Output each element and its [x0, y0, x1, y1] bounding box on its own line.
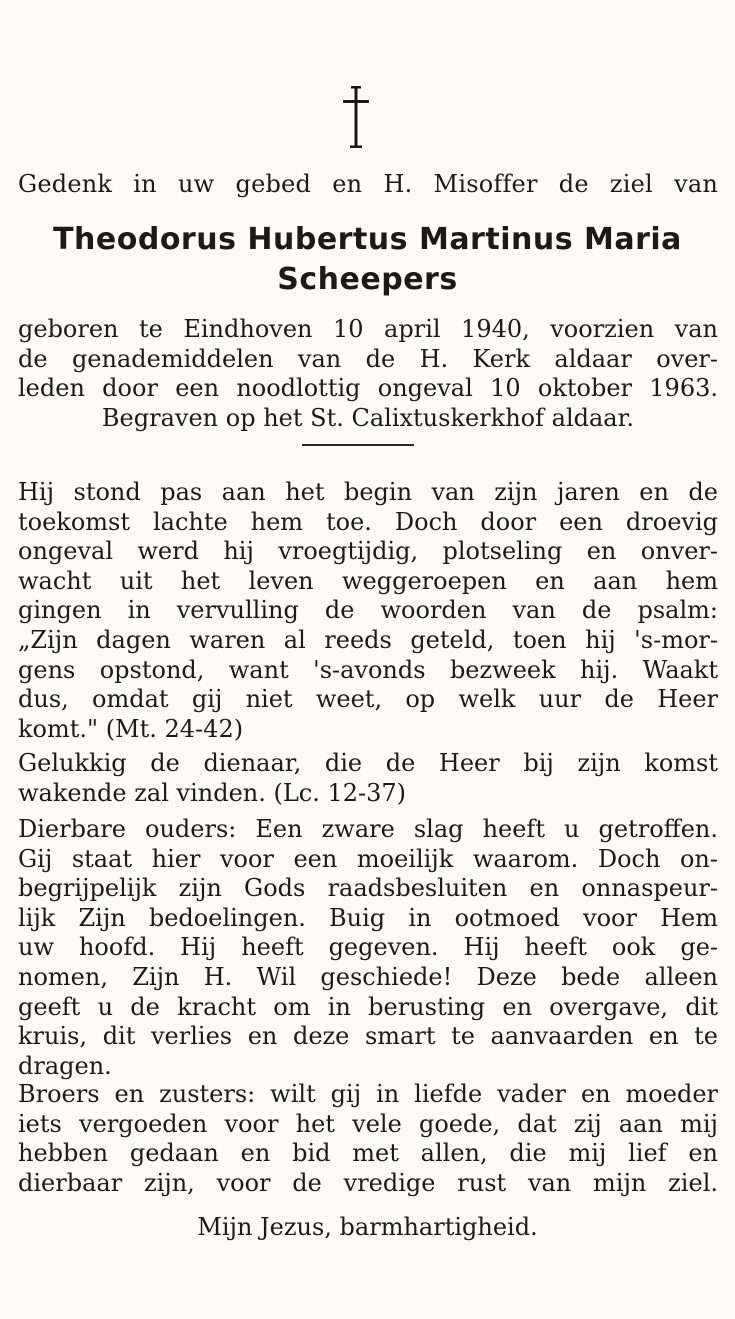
text-line: toekomst lachte hem toe. Doch door een droevig: [18, 507, 718, 536]
text-line: geeft u de kracht om in berusting en overgave, dit: [18, 992, 718, 1021]
text-line: wakende zal vinden. (Lc. 12-37): [18, 778, 407, 807]
deceased-name-line1: Theodorus Hubertus Martinus Maria: [53, 222, 682, 257]
text-line: Gelukkig de dienaar, die de Heer bij zijn komst: [18, 749, 718, 777]
text-line: komt." (Mt. 24-42): [18, 714, 244, 743]
text-line: lijk Zijn bedoelingen. Buig in ootmoed voor Hem: [18, 903, 718, 932]
birth-death-details: [18, 315, 718, 433]
birth-line: geboren te Eindhoven 10 april 1940, voorzien van: [18, 315, 718, 343]
text-line: nomen, Zijn H. Wil geschiede! Deze bede alleen: [18, 962, 718, 991]
text-line: kruis, dit verlies en deze smart te aanvaarden en te: [18, 1022, 718, 1051]
text-line: Broers en zusters: wilt gij in liefde vader en moeder: [18, 1080, 718, 1108]
text-line: hebben gedaan en bid met allen, die mij lief en: [18, 1139, 718, 1168]
paragraph-siblings: [18, 1080, 718, 1198]
text-line: iets vergoeden voor het vele goede, dat zij aan mij: [18, 1109, 718, 1138]
text-line: gens opstond, want 's-avonds bezweek hij. Waakt: [18, 655, 718, 684]
cross-icon: [341, 86, 371, 148]
burial-line: Begraven op het St. Calixtuskerkhof aldaar.: [101, 403, 635, 432]
birth-line: de genademiddelen van de H. Kerk aldaar over-: [18, 344, 718, 373]
paragraph-life: [18, 478, 718, 744]
text-line: gingen in vervulling de woorden van de psalm:: [18, 596, 718, 625]
closing-prayer: Mijn Jezus, barmhartigheid.: [197, 1213, 538, 1241]
text-line: dragen.: [18, 1051, 112, 1080]
text-line: ongeval werd hij vroegtijdig, plotseling en onver-: [18, 537, 718, 566]
text-line: dierbaar zijn, voor de vredige rust van mijn ziel.: [18, 1168, 718, 1197]
text-line: Hij stond pas aan het begin van zijn jaren en de: [18, 478, 718, 506]
text-line: wacht uit het leven weggeroepen en aan hem: [18, 566, 718, 595]
deceased-name-line2: Scheepers: [277, 262, 458, 297]
birth-line: leden door een noodlottig ongeval 10 oktober 1963.: [18, 374, 718, 403]
text-line: „Zijn dagen waren al reeds geteld, toen hij 's-mor-: [18, 625, 718, 654]
text-line: begrijpelijk zijn Gods raadsbesluiten en onnaspeur-: [18, 874, 718, 903]
divider: [302, 444, 414, 446]
text-line: dus, omdat gij niet weet, op welk uur de Heer: [18, 685, 718, 714]
text-line: Gij staat hier voor een moeilijk waarom. Doch on-: [18, 844, 718, 873]
paragraph-parents: [18, 815, 718, 1081]
intro-text: Gedenk in uw gebed en H. Misoffer de ziel van: [18, 170, 718, 198]
paragraph-servant: [18, 749, 718, 808]
text-line: Dierbare ouders: Een zware slag heeft u getroffen.: [18, 815, 718, 843]
text-line: uw hoofd. Hij heeft gegeven. Hij heeft ook ge-: [18, 933, 718, 962]
